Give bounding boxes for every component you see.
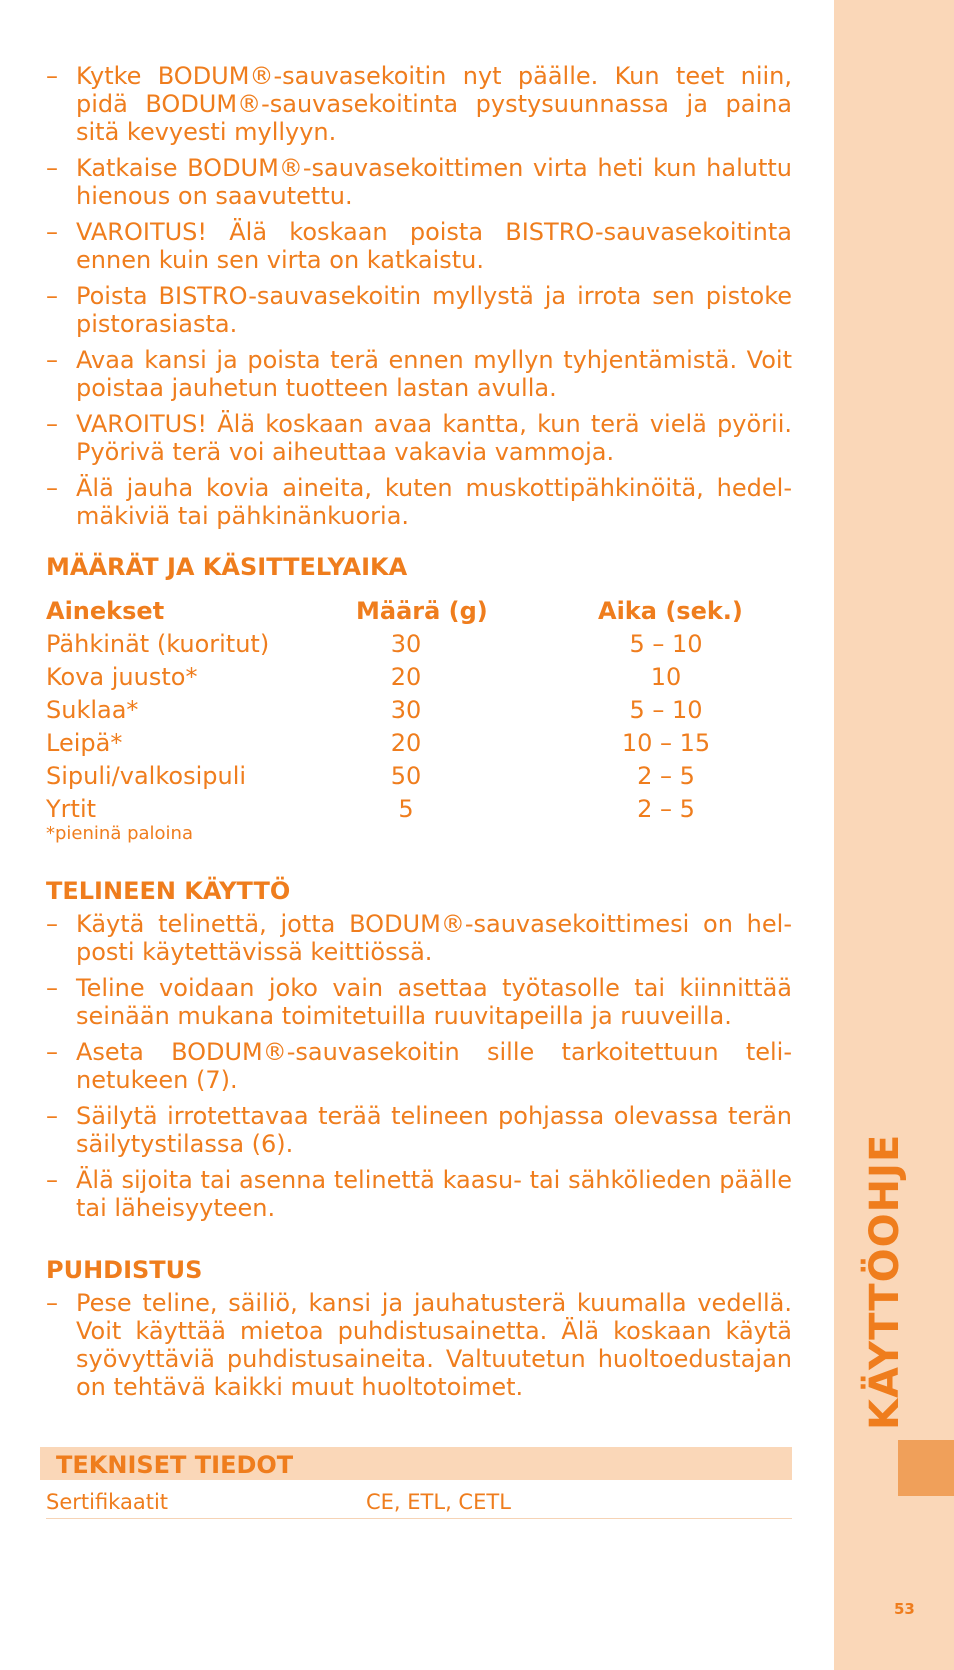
table-cell: 5 — [398, 795, 414, 823]
list-item: – Pese teline, säiliö, kansi ja jauhatusterä kuumalla vedellä. Voit käyttää mietoa puhdistusainetta. Älä koskaan käytä syövyttäviä puhdistusaineita. Valtuutetun huoltoedustajan on tehtävä kaikki muut huoltotoimet. — [46, 1289, 792, 1401]
table-cell: 20 — [390, 729, 422, 757]
list-item: – Älä sijoita tai asenna telinettä kaasu- tai sähkölieden päälle tai läheisyyteen. — [46, 1166, 792, 1222]
table-header-row — [46, 595, 792, 628]
table-cell: Leipä* — [46, 729, 123, 757]
table-footnote: *pieninä paloina — [46, 823, 193, 844]
table-cell: 2 – 5 — [637, 762, 695, 790]
sidebar-title: KÄYTTÖOHJE — [862, 1133, 908, 1430]
table-cell: 30 — [390, 696, 422, 724]
amounts-heading: MÄÄRÄT JA KÄSITTELYAIKA — [46, 553, 408, 581]
cleaning-bullet-list — [46, 1289, 792, 1409]
amounts-table — [46, 595, 792, 826]
table-row — [46, 694, 792, 727]
table-cell: 2 – 5 — [637, 795, 695, 823]
list-item: – Avaa kansi ja poista terä ennen myllyn tyhjentämistä. Voit poistaa jauhetun tuotteen lastan avulla. — [46, 346, 792, 402]
tech-heading: TEKNISET TIEDOT — [56, 1451, 294, 1479]
list-item: – Katkaise BODUM®-sauvasekoittimen virta heti kun haluttu hienous on saavutettu. — [46, 154, 792, 210]
list-item: – Kytke BODUM®-sauvasekoitin nyt päälle. Kun teet niin, pidä BODUM®-sauvasekoitinta pystysuunnassa ja paina sitä kevyesti myllyyn. — [46, 62, 792, 146]
table-cell: 5 – 10 — [629, 630, 703, 658]
table-cell: 10 – 15 — [621, 729, 711, 757]
list-item: – Aseta BODUM®-sauvasekoitin sille tarkoitettuun telinetukeen (7). — [46, 1038, 792, 1094]
page-number: 53 — [894, 1600, 915, 1618]
list-item: – Älä jauha kovia aineita, kuten muskottipähkinöitä, hedelmäkiviä tai pähkinänkuoria. — [46, 474, 792, 530]
column-header: Aika (sek.) — [598, 597, 743, 625]
table-row — [46, 727, 792, 760]
table-cell: Yrtit — [46, 795, 97, 823]
list-item: – Säilytä irrotettavaa terää telineen pohjassa olevassa terän säilytystilassa (6). — [46, 1102, 792, 1158]
table-cell: Sipuli/valkosipuli — [46, 762, 247, 790]
list-item: – Käytä telinettä, jotta BODUM®-sauvasekoittimesi on helposti käytettävissä keittiössä. — [46, 910, 792, 966]
list-item: – VAROITUS! Älä koskaan avaa kantta, kun terä vielä pyörii. Pyörivä terä voi aiheuttaa vakavia vammoja. — [46, 410, 792, 466]
table-cell: 5 – 10 — [629, 696, 703, 724]
list-item: – VAROITUS! Älä koskaan poista BISTRO-sauvasekoitinta ennen kuin sen virta on katkaistu. — [46, 218, 792, 274]
cleaning-heading: PUHDISTUS — [46, 1256, 203, 1284]
table-cell: 10 — [650, 663, 682, 691]
tech-value: CE, ETL, CETL — [366, 1490, 511, 1514]
table-cell: 30 — [390, 630, 422, 658]
intro-bullet-list — [46, 62, 792, 538]
tech-heading-bar — [40, 1447, 792, 1480]
list-item: – Teline voidaan joko vain asettaa työtasolle tai kiinnittää seinään mukana toimitetuilla ruuvitapeilla ja ruuveilla. — [46, 974, 792, 1030]
column-header: Ainekset — [46, 597, 165, 625]
table-row — [46, 628, 792, 661]
table-row — [46, 661, 792, 694]
table-cell: Pähkinät (kuoritut) — [46, 630, 270, 658]
stand-bullet-list — [46, 910, 792, 1230]
table-cell: Kova juusto* — [46, 663, 198, 691]
table-row — [46, 760, 792, 793]
sidebar-tab-marker — [898, 1440, 954, 1496]
stand-heading: TELINEEN KÄYTTÖ — [46, 877, 291, 905]
list-item: – Poista BISTRO-sauvasekoitin myllystä ja irrota sen pistoke pistorasiasta. — [46, 282, 792, 338]
column-header: Määrä (g) — [356, 597, 488, 625]
table-row — [46, 1488, 792, 1519]
table-cell: 20 — [390, 663, 422, 691]
table-cell: 50 — [390, 762, 422, 790]
table-cell: Suklaa* — [46, 696, 139, 724]
tech-label: Sertifikaatit — [46, 1490, 169, 1514]
